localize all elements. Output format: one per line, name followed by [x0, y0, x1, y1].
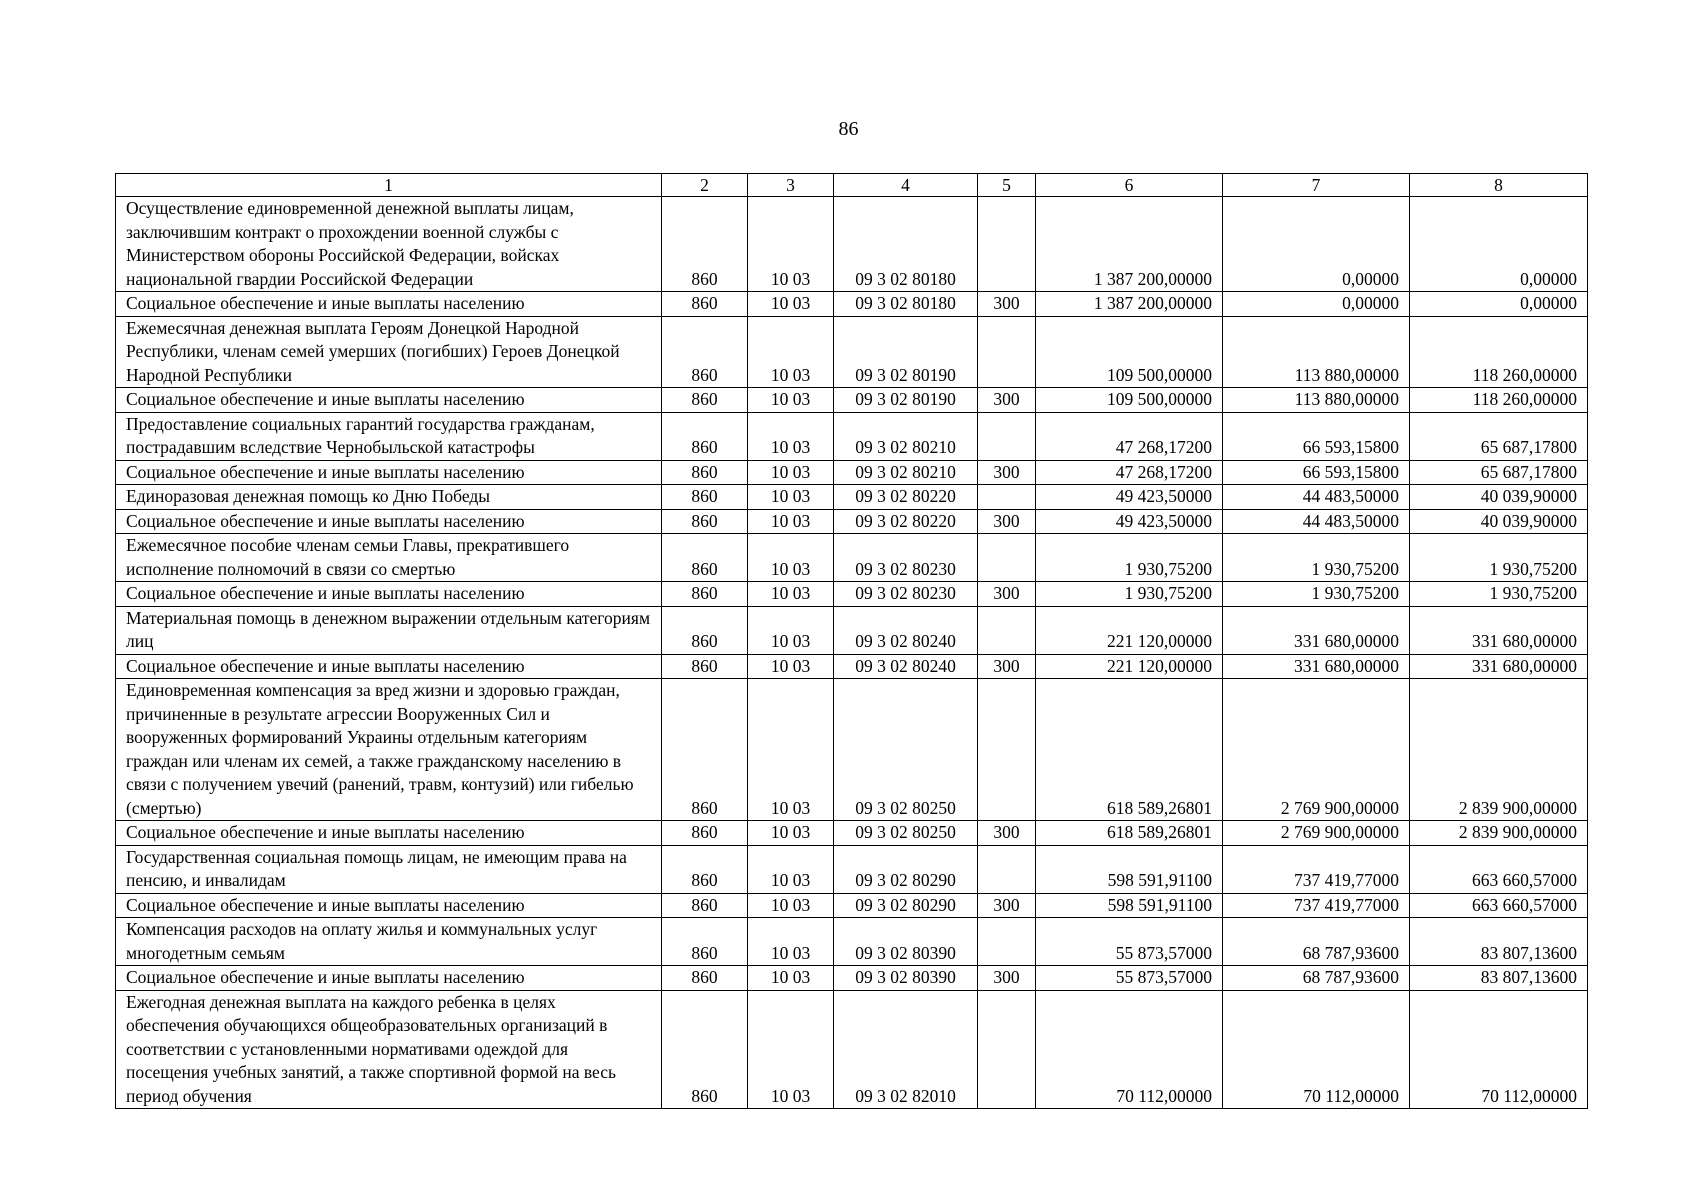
- expense-type-cell: [978, 845, 1036, 893]
- admin-code-cell: 860: [662, 845, 748, 893]
- amount-col7-cell: 2 769 900,00000: [1223, 679, 1410, 821]
- admin-code-cell: 860: [662, 534, 748, 582]
- amount-col8-cell: 83 807,13600: [1410, 966, 1588, 991]
- expense-type-cell: [978, 606, 1036, 654]
- amount-col6-cell: 49 423,50000: [1036, 509, 1223, 534]
- amount-col6-cell: 598 591,91100: [1036, 893, 1223, 918]
- amount-col7-cell: 68 787,93600: [1223, 918, 1410, 966]
- admin-code-cell: 860: [662, 485, 748, 510]
- admin-code-cell: 860: [662, 582, 748, 607]
- column-header: 6: [1036, 174, 1223, 197]
- expense-type-cell: 300: [978, 460, 1036, 485]
- column-header: 2: [662, 174, 748, 197]
- row-name-cell: Социальное обеспечение и иные выплаты населению: [116, 460, 662, 485]
- target-article-cell: 09 3 02 80250: [834, 679, 978, 821]
- column-header: 3: [748, 174, 834, 197]
- amount-col6-cell: 109 500,00000: [1036, 388, 1223, 413]
- section-code-cell: 10 03: [748, 990, 834, 1109]
- amount-col6-cell: 47 268,17200: [1036, 412, 1223, 460]
- section-code-cell: 10 03: [748, 509, 834, 534]
- amount-col8-cell: 40 039,90000: [1410, 485, 1588, 510]
- amount-col6-cell: 618 589,26801: [1036, 821, 1223, 846]
- amount-col7-cell: 66 593,15800: [1223, 412, 1410, 460]
- amount-col8-cell: 118 260,00000: [1410, 388, 1588, 413]
- expense-type-cell: [978, 316, 1036, 388]
- table-row: [116, 845, 1588, 893]
- section-code-cell: 10 03: [748, 534, 834, 582]
- amount-col7-cell: 70 112,00000: [1223, 990, 1410, 1109]
- amount-col6-cell: 47 268,17200: [1036, 460, 1223, 485]
- admin-code-cell: 860: [662, 509, 748, 534]
- table-row: [116, 316, 1588, 388]
- amount-col8-cell: 65 687,17800: [1410, 460, 1588, 485]
- header-row: [116, 174, 1588, 197]
- expense-type-cell: [978, 679, 1036, 821]
- amount-col8-cell: 331 680,00000: [1410, 654, 1588, 679]
- column-header: 1: [116, 174, 662, 197]
- table-row: [116, 412, 1588, 460]
- table-row: [116, 582, 1588, 607]
- section-code-cell: 10 03: [748, 485, 834, 510]
- expense-type-cell: [978, 412, 1036, 460]
- admin-code-cell: 860: [662, 893, 748, 918]
- expense-type-cell: 300: [978, 893, 1036, 918]
- expense-type-cell: 300: [978, 966, 1036, 991]
- amount-col7-cell: 0,00000: [1223, 197, 1410, 292]
- row-name-cell: Государственная социальная помощь лицам, не имеющим права на пенсию, и инвалидам: [116, 845, 662, 893]
- amount-col6-cell: 109 500,00000: [1036, 316, 1223, 388]
- target-article-cell: 09 3 02 80250: [834, 821, 978, 846]
- expense-type-cell: 300: [978, 509, 1036, 534]
- table-row: [116, 197, 1588, 292]
- target-article-cell: 09 3 02 80290: [834, 893, 978, 918]
- row-name-cell: Социальное обеспечение и иные выплаты населению: [116, 388, 662, 413]
- amount-col7-cell: 331 680,00000: [1223, 654, 1410, 679]
- row-name-cell: Социальное обеспечение и иные выплаты населению: [116, 582, 662, 607]
- section-code-cell: 10 03: [748, 893, 834, 918]
- section-code-cell: 10 03: [748, 197, 834, 292]
- amount-col8-cell: 118 260,00000: [1410, 316, 1588, 388]
- amount-col7-cell: 2 769 900,00000: [1223, 821, 1410, 846]
- admin-code-cell: 860: [662, 460, 748, 485]
- expense-type-cell: 300: [978, 821, 1036, 846]
- row-name-cell: Единоразовая денежная помощь ко Дню Победы: [116, 485, 662, 510]
- target-article-cell: 09 3 02 80390: [834, 966, 978, 991]
- row-name-cell: Социальное обеспечение и иные выплаты населению: [116, 821, 662, 846]
- amount-col8-cell: 2 839 900,00000: [1410, 821, 1588, 846]
- expense-type-cell: [978, 990, 1036, 1109]
- admin-code-cell: 860: [662, 606, 748, 654]
- amount-col8-cell: 65 687,17800: [1410, 412, 1588, 460]
- section-code-cell: 10 03: [748, 606, 834, 654]
- section-code-cell: 10 03: [748, 654, 834, 679]
- amount-col6-cell: 618 589,26801: [1036, 679, 1223, 821]
- section-code-cell: 10 03: [748, 412, 834, 460]
- amount-col8-cell: 83 807,13600: [1410, 918, 1588, 966]
- admin-code-cell: 860: [662, 316, 748, 388]
- table-row: [116, 292, 1588, 317]
- section-code-cell: 10 03: [748, 460, 834, 485]
- amount-col6-cell: 70 112,00000: [1036, 990, 1223, 1109]
- table-row: [116, 654, 1588, 679]
- table-row: [116, 606, 1588, 654]
- row-name-cell: Компенсация расходов на оплату жилья и коммунальных услуг многодетным семьям: [116, 918, 662, 966]
- amount-col7-cell: 113 880,00000: [1223, 388, 1410, 413]
- expense-type-cell: [978, 485, 1036, 510]
- amount-col8-cell: 70 112,00000: [1410, 990, 1588, 1109]
- row-name-cell: Ежегодная денежная выплата на каждого ребенка в целях обеспечения обучающихся общеобразовательных организаций в соответствии с установленными нормативами одеждой для посещения учебных занятий, а также спортивной формой на весь период обучения: [116, 990, 662, 1109]
- amount-col7-cell: 113 880,00000: [1223, 316, 1410, 388]
- amount-col8-cell: 663 660,57000: [1410, 845, 1588, 893]
- amount-col8-cell: 663 660,57000: [1410, 893, 1588, 918]
- table-row: [116, 485, 1588, 510]
- amount-col6-cell: 49 423,50000: [1036, 485, 1223, 510]
- expense-type-cell: [978, 534, 1036, 582]
- amount-col7-cell: 1 930,75200: [1223, 582, 1410, 607]
- column-header: 5: [978, 174, 1036, 197]
- amount-col7-cell: 331 680,00000: [1223, 606, 1410, 654]
- table-body: [116, 197, 1588, 1109]
- amount-col8-cell: 40 039,90000: [1410, 509, 1588, 534]
- amount-col7-cell: 44 483,50000: [1223, 509, 1410, 534]
- admin-code-cell: 860: [662, 990, 748, 1109]
- amount-col7-cell: 0,00000: [1223, 292, 1410, 317]
- row-name-cell: Социальное обеспечение и иные выплаты населению: [116, 893, 662, 918]
- amount-col6-cell: 221 120,00000: [1036, 654, 1223, 679]
- table-row: [116, 821, 1588, 846]
- amount-col6-cell: 598 591,91100: [1036, 845, 1223, 893]
- admin-code-cell: 860: [662, 388, 748, 413]
- admin-code-cell: 860: [662, 966, 748, 991]
- expense-type-cell: [978, 197, 1036, 292]
- admin-code-cell: 860: [662, 821, 748, 846]
- amount-col7-cell: 68 787,93600: [1223, 966, 1410, 991]
- table-row: [116, 918, 1588, 966]
- amount-col8-cell: 1 930,75200: [1410, 582, 1588, 607]
- expense-type-cell: [978, 918, 1036, 966]
- row-name-cell: Единовременная компенсация за вред жизни и здоровью граждан, причиненные в результате агрессии Вооруженных Сил и вооруженных формирований Украины отдельным категориям граждан или членам их семей, а также гражданскому населению в связи с получением увечий (ранений, травм, контузий) или гибелью (смертью): [116, 679, 662, 821]
- amount-col8-cell: 1 930,75200: [1410, 534, 1588, 582]
- amount-col6-cell: 1 930,75200: [1036, 534, 1223, 582]
- section-code-cell: 10 03: [748, 582, 834, 607]
- amount-col7-cell: 44 483,50000: [1223, 485, 1410, 510]
- row-name-cell: Социальное обеспечение и иные выплаты населению: [116, 966, 662, 991]
- target-article-cell: 09 3 02 80180: [834, 197, 978, 292]
- target-article-cell: 09 3 02 82010: [834, 990, 978, 1109]
- expense-type-cell: 300: [978, 388, 1036, 413]
- amount-col7-cell: 737 419,77000: [1223, 845, 1410, 893]
- expense-type-cell: 300: [978, 582, 1036, 607]
- target-article-cell: 09 3 02 80240: [834, 606, 978, 654]
- amount-col7-cell: 737 419,77000: [1223, 893, 1410, 918]
- admin-code-cell: 860: [662, 918, 748, 966]
- row-name-cell: Социальное обеспечение и иные выплаты населению: [116, 292, 662, 317]
- section-code-cell: 10 03: [748, 966, 834, 991]
- admin-code-cell: 860: [662, 412, 748, 460]
- column-header: 8: [1410, 174, 1588, 197]
- column-header: 7: [1223, 174, 1410, 197]
- row-name-cell: Ежемесячная денежная выплата Героям Донецкой Народной Республики, членам семей умерших (погибших) Героев Донецкой Народной Республики: [116, 316, 662, 388]
- amount-col8-cell: 0,00000: [1410, 197, 1588, 292]
- amount-col8-cell: 331 680,00000: [1410, 606, 1588, 654]
- target-article-cell: 09 3 02 80210: [834, 460, 978, 485]
- admin-code-cell: 860: [662, 292, 748, 317]
- table-row: [116, 893, 1588, 918]
- table-row: [116, 534, 1588, 582]
- amount-col6-cell: 1 930,75200: [1036, 582, 1223, 607]
- target-article-cell: 09 3 02 80210: [834, 412, 978, 460]
- amount-col6-cell: 55 873,57000: [1036, 918, 1223, 966]
- section-code-cell: 10 03: [748, 679, 834, 821]
- target-article-cell: 09 3 02 80240: [834, 654, 978, 679]
- column-header: 4: [834, 174, 978, 197]
- row-name-cell: Социальное обеспечение и иные выплаты населению: [116, 654, 662, 679]
- target-article-cell: 09 3 02 80220: [834, 485, 978, 510]
- target-article-cell: 09 3 02 80290: [834, 845, 978, 893]
- target-article-cell: 09 3 02 80190: [834, 316, 978, 388]
- target-article-cell: 09 3 02 80230: [834, 582, 978, 607]
- table-row: [116, 388, 1588, 413]
- section-code-cell: 10 03: [748, 388, 834, 413]
- row-name-cell: Осуществление единовременной денежной выплаты лицам, заключившим контракт о прохождении военной службы с Министерством обороны Российской Федерации, войсках национальной гвардии Российской Федерации: [116, 197, 662, 292]
- expense-type-cell: 300: [978, 292, 1036, 317]
- target-article-cell: 09 3 02 80230: [834, 534, 978, 582]
- section-code-cell: 10 03: [748, 316, 834, 388]
- admin-code-cell: 860: [662, 679, 748, 821]
- amount-col6-cell: 1 387 200,00000: [1036, 292, 1223, 317]
- amount-col7-cell: 66 593,15800: [1223, 460, 1410, 485]
- row-name-cell: Ежемесячное пособие членам семьи Главы, прекратившего исполнение полномочий в связи со смертью: [116, 534, 662, 582]
- row-name-cell: Предоставление социальных гарантий государства гражданам, пострадавшим вследствие Чернобыльской катастрофы: [116, 412, 662, 460]
- amount-col6-cell: 221 120,00000: [1036, 606, 1223, 654]
- page-number: 86: [838, 118, 859, 140]
- section-code-cell: 10 03: [748, 918, 834, 966]
- amount-col6-cell: 55 873,57000: [1036, 966, 1223, 991]
- table-row: [116, 460, 1588, 485]
- row-name-cell: Социальное обеспечение и иные выплаты населению: [116, 509, 662, 534]
- table-row: [116, 509, 1588, 534]
- section-code-cell: 10 03: [748, 821, 834, 846]
- admin-code-cell: 860: [662, 197, 748, 292]
- amount-col7-cell: 1 930,75200: [1223, 534, 1410, 582]
- amount-col8-cell: 0,00000: [1410, 292, 1588, 317]
- amount-col8-cell: 2 839 900,00000: [1410, 679, 1588, 821]
- target-article-cell: 09 3 02 80220: [834, 509, 978, 534]
- target-article-cell: 09 3 02 80190: [834, 388, 978, 413]
- target-article-cell: 09 3 02 80390: [834, 918, 978, 966]
- table-row: [116, 966, 1588, 991]
- section-code-cell: 10 03: [748, 845, 834, 893]
- row-name-cell: Материальная помощь в денежном выражении отдельным категориям лиц: [116, 606, 662, 654]
- expense-type-cell: 300: [978, 654, 1036, 679]
- table-row: [116, 679, 1588, 821]
- admin-code-cell: 860: [662, 654, 748, 679]
- section-code-cell: 10 03: [748, 292, 834, 317]
- amount-col6-cell: 1 387 200,00000: [1036, 197, 1223, 292]
- table-row: [116, 990, 1588, 1109]
- budget-table: [115, 173, 1588, 1109]
- target-article-cell: 09 3 02 80180: [834, 292, 978, 317]
